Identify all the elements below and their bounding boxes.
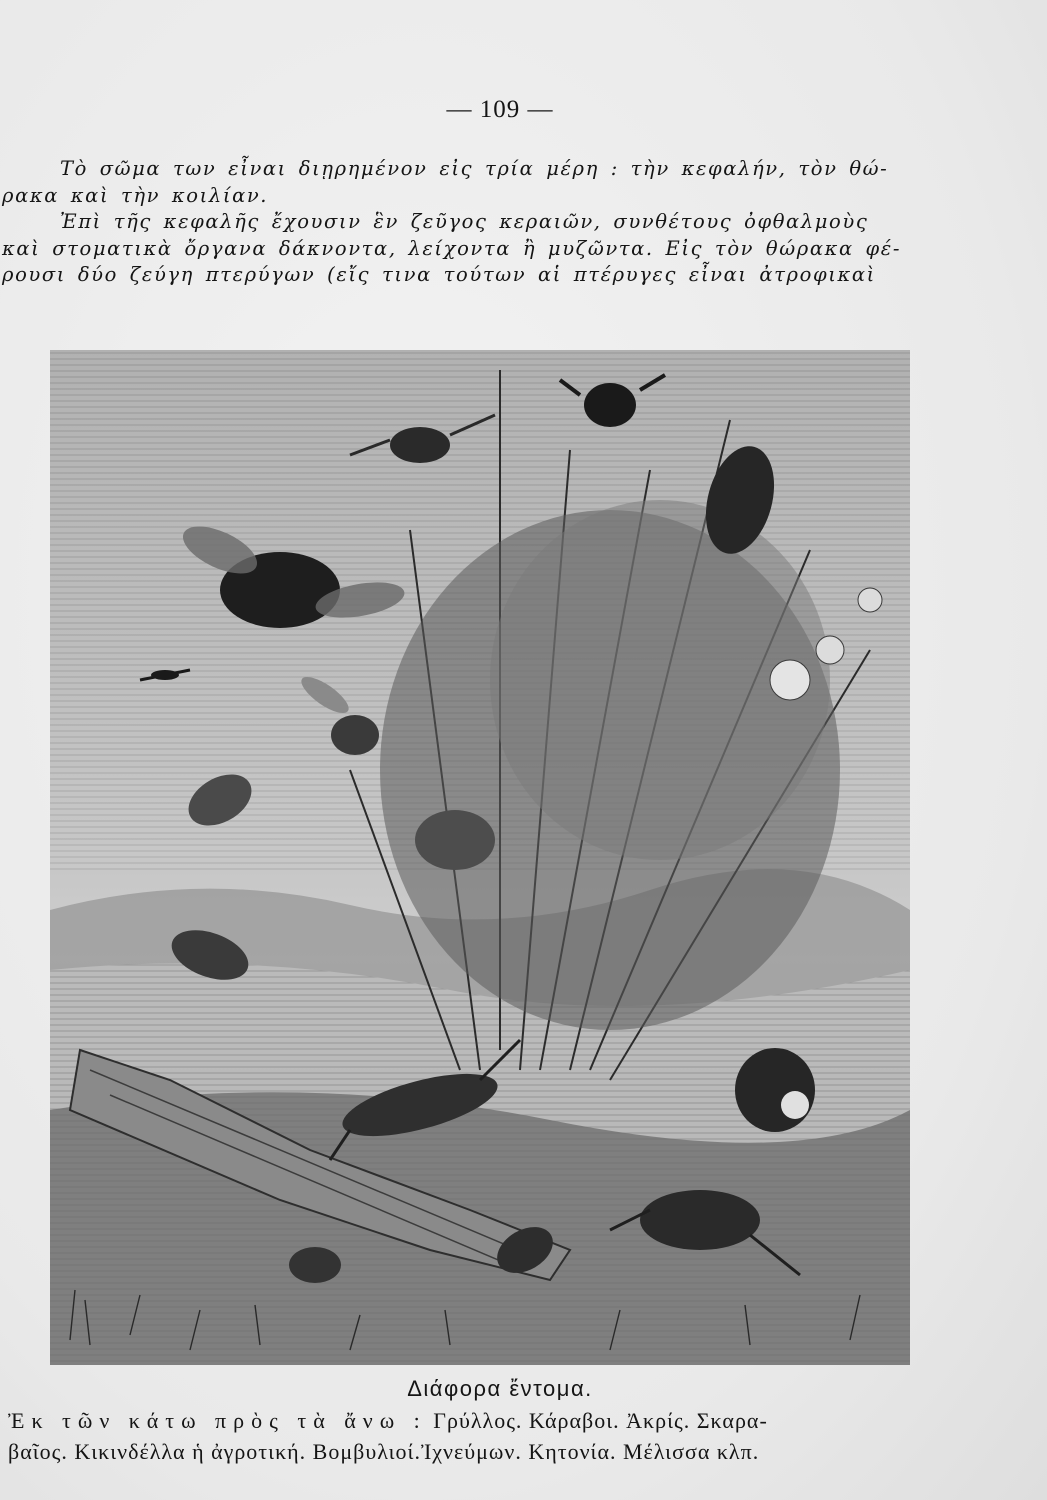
text-line: καὶ στοματικὰ ὄργανα δάκνοντα, λείχοντα ἢ μυζῶντα. Εἰς τὸν θώρακα φέ- — [2, 236, 902, 260]
cetonia — [415, 810, 495, 870]
insects-illustration — [50, 350, 910, 1365]
caption-list-start: Γρύλλος. Κάραβοι. Ἀκρίς. Σκαρα- — [426, 1408, 768, 1433]
scarab-beetle — [735, 1048, 815, 1132]
body-paragraph — [2, 156, 962, 289]
text-line: ρουσι δύο ζεύγη πτερύγων (εἴς τινα τούτων αἱ πτέρυγες εἶναι ἀτροφικαὶ — [2, 263, 876, 286]
figure-caption — [8, 1405, 968, 1467]
text-line: ρακα καὶ τὴν κοιλίαν. — [2, 183, 269, 207]
caption-lead: Ἐκ τῶν κάτω πρὸς τὰ ἄνω : — [8, 1408, 427, 1433]
caption-line: βαῖος. Κικινδέλλα ἡ ἀγροτική. Βομβυλιοί.Ἰχνεύμων. Κητονία. Μέλισσα κλπ. — [8, 1439, 760, 1464]
engraving-svg — [50, 350, 910, 1365]
figure-caption-title: Διάφορα ἔντομα. — [407, 1376, 593, 1401]
caption-line — [8, 1405, 968, 1436]
text-line: Ἐπὶ τῆς κεφαλῆς ἔχουσιν ἓν ζεῦγος κεραιῶν, συνθέτους ὀφθαλμοὺς — [60, 210, 869, 233]
text-line: Τὸ σῶμα των εἶναι διῃρημένον εἰς τρία μέρη : τὴν κεφαλήν, τὸν θώ- — [60, 157, 889, 180]
page-number: — 109 — — [446, 96, 554, 123]
tiger-beetle — [289, 1247, 341, 1283]
